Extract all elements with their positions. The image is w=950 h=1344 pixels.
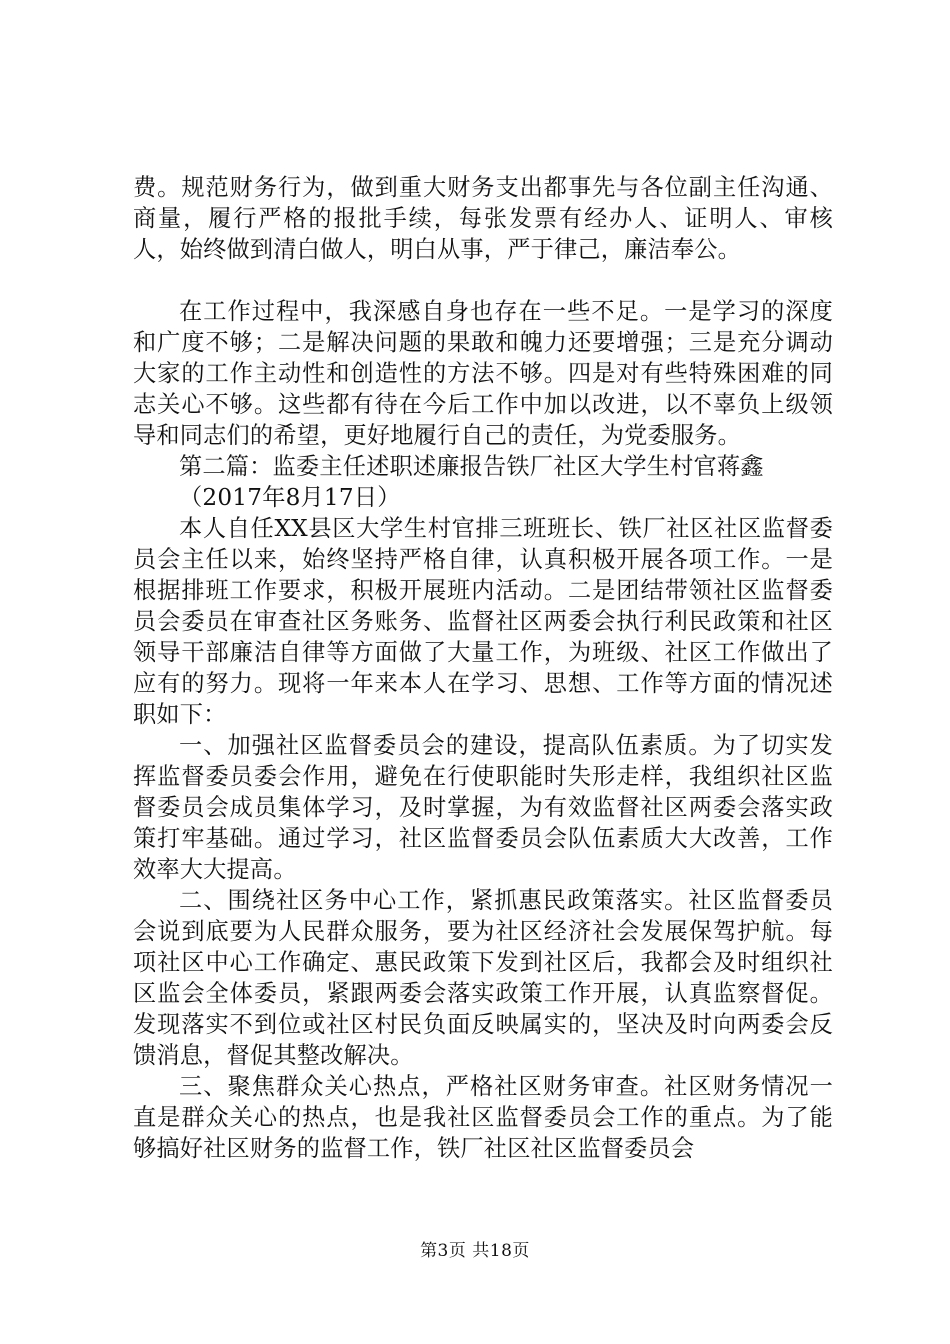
document-body	[133, 172, 833, 1164]
paragraph-shortcomings: 在工作过程中，我深感自身也存在一些不足。一是学习的深度和广度不够；二是解决问题的果敢和魄力还要增强；三是充分调动大家的工作主动性和创造性的方法不够。四是对有些特殊困难的同志关心不够。这些都有待在今后工作中加以改进，以不辜负上级领导和同志们的希望，更好地履行自己的责任，为党委服务。	[133, 298, 833, 449]
paragraph-introduction: 本人自任XX县区大学生村官排三班班长、铁厂社区社区监督委员会主任以来，始终坚持严格自律，认真积极开展各项工作。一是根据排班工作要求，积极开展班内活动。二是团结带领社区监督委员会委员在审查社区务账务、监督社区两委会执行利民政策和社区领导干部廉洁自律等方面做了大量工作，为班级、社区工作做出了应有的努力。现将一年来本人在学习、思想、工作等方面的情况述职如下：	[133, 515, 833, 728]
paragraph-point-one: 一、加强社区监督委员会的建设，提高队伍素质。为了切实发挥监督委员委会作用，避免在行使职能时失形走样，我组织社区监督委员会成员集体学习，及时掌握，为有效监督社区两委会落实政策打牢基础。通过学习，社区监督委员会队伍素质大大改善，工作效率大大提高。	[133, 732, 833, 883]
paragraph-point-two: 二、围绕社区务中心工作，紧抓惠民政策落实。社区监督委员会说到底要为人民群众服务，要为社区经济社会发展保驾护航。每项社区中心工作确定、惠民政策下发到社区后，我都会及时组织社区监会全体委员，紧跟两委会落实政策工作开展，认真监察督促。发现落实不到位或社区村民负面反映属实的，坚决及时向两委会反馈消息，督促其整改解决。	[133, 887, 833, 1069]
paragraph-point-three: 三、聚焦群众关心热点，严格社区财务审查。社区财务情况一直是群众关心的热点，也是我社区监督委员会工作的重点。为了能够搞好社区财务的监督工作，铁厂社区社区监督委员会	[133, 1073, 833, 1162]
paragraph-finance-conduct: 费。规范财务行为，做到重大财务支出都事先与各位副主任沟通、商量，履行严格的报批手续，每张发票有经办人、证明人、审核人，始终做到清白做人，明白从事，严于律己，廉洁奉公。	[133, 174, 833, 263]
section-date: （2017年8月17日）	[179, 484, 401, 511]
section-heading-part-two: 第二篇：监委主任述职述廉报告铁厂社区大学生村官蒋鑫	[179, 453, 764, 480]
page-number-footer: 第3页 共18页	[420, 1241, 530, 1261]
